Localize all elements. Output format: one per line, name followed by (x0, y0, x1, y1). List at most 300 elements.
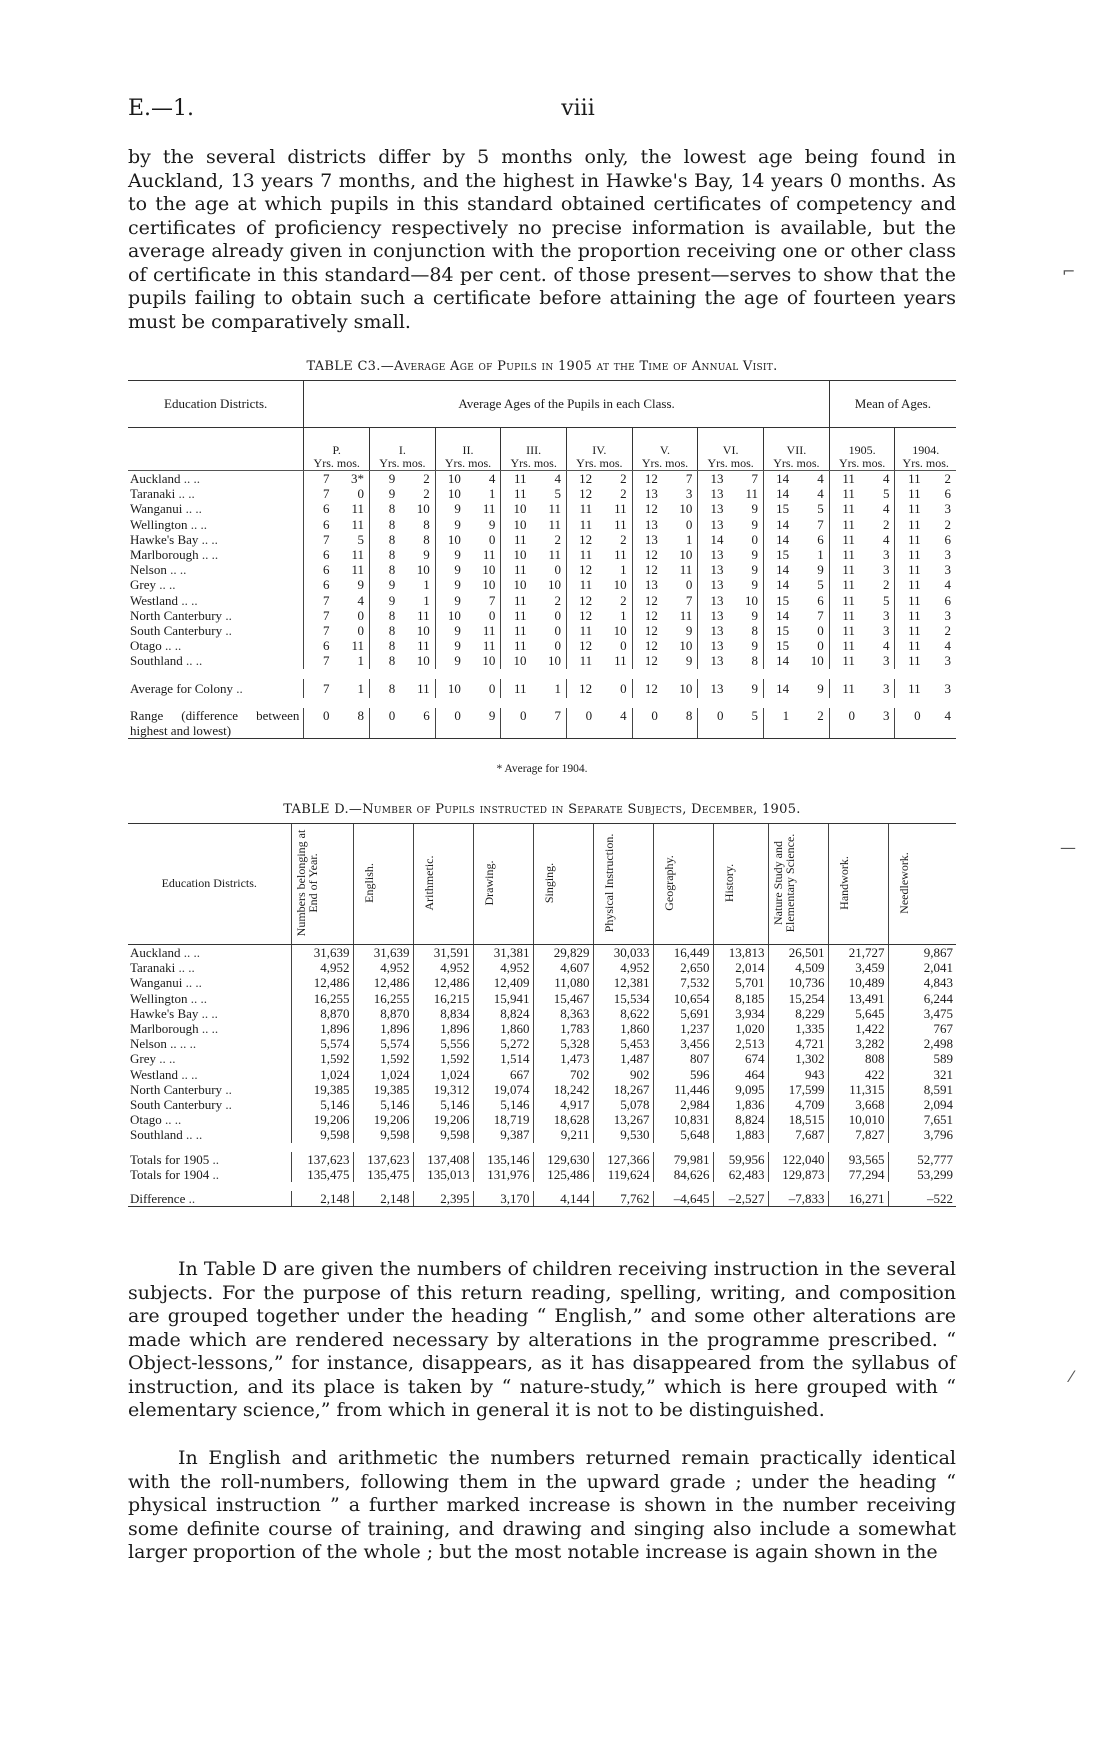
months-cell: 4 (882, 501, 890, 517)
years-cell: 13 (632, 532, 664, 547)
unit-label: Yrs. mos. (379, 456, 426, 470)
count-cell: 1,487 (593, 1051, 653, 1066)
count-cell: 9,598 (353, 1127, 413, 1142)
years-cell: 11 (501, 608, 533, 623)
class-label: II. (462, 443, 474, 457)
months-cell: 11 (482, 623, 496, 639)
count-cell: 767 (888, 1021, 956, 1036)
months-cell: 0 (488, 680, 496, 696)
years-cell: 12 (632, 623, 664, 638)
months-cell: 10 (416, 623, 430, 639)
count-cell: 19,385 (291, 1082, 353, 1097)
months-cell: 9 (751, 577, 758, 593)
margin-mark: ⌐ (1062, 262, 1076, 281)
leader-dots: .. .. (190, 990, 207, 1006)
district-name (128, 1006, 291, 1021)
count-cell: 3,459 (828, 960, 888, 975)
count-cell: 31,639 (353, 945, 413, 961)
count-cell: 131,976 (473, 1167, 533, 1182)
count-cell: 125,486 (533, 1167, 593, 1182)
leader-dots: .. (225, 623, 232, 639)
count-cell: 10,489 (828, 975, 888, 990)
count-cell: 4,952 (413, 960, 473, 975)
class-header (435, 428, 501, 471)
months-cell: 11 (614, 547, 627, 563)
district-label: Hawke's Bay (130, 1005, 199, 1021)
count-cell: 15,254 (768, 991, 828, 1006)
months-cell: 1 (488, 486, 496, 502)
district-label: Westland (130, 592, 179, 608)
count-cell: 7,651 (888, 1112, 956, 1127)
count-cell: 3,668 (828, 1097, 888, 1112)
months-cell: 5 (882, 592, 890, 608)
count-cell: 2,650 (653, 960, 713, 975)
years-cell: 12 (632, 638, 664, 653)
table-row (128, 1021, 956, 1036)
count-cell: 4,144 (533, 1191, 593, 1207)
months-cell: 9 (751, 547, 758, 563)
count-cell: 8,870 (353, 1006, 413, 1021)
district-name (128, 501, 304, 516)
count-cell: 1,024 (291, 1067, 353, 1082)
count-cell: 1,896 (291, 1021, 353, 1036)
subject-label: Physical Instruction. (601, 834, 616, 933)
district-label: Auckland (130, 471, 181, 486)
header-mean-of-ages: Mean of Ages. (829, 381, 956, 428)
count-cell: 17,599 (768, 1082, 828, 1097)
count-cell: 702 (533, 1067, 593, 1082)
years-cell: 1 (763, 708, 795, 739)
count-cell: 4,952 (593, 960, 653, 975)
count-cell: 1,896 (353, 1021, 413, 1036)
table-row (128, 562, 956, 577)
count-cell: 135,013 (413, 1167, 473, 1182)
months-cell: 8 (664, 708, 698, 739)
months-cell: 3 (882, 653, 890, 669)
years-cell: 12 (632, 679, 664, 698)
spacer-row (128, 669, 956, 679)
years-cell: 9 (435, 577, 467, 592)
count-cell: 1,783 (533, 1021, 593, 1036)
months-cell: 10 (679, 501, 693, 517)
leader-dots: .. .. (159, 577, 176, 593)
subject-label: Arithmetic. (421, 855, 436, 911)
count-cell: 4,843 (888, 975, 956, 990)
months-cell: 2 (423, 486, 430, 502)
district-name (128, 1021, 291, 1036)
subject-label: Singing. (541, 863, 556, 904)
spacer-row (128, 1143, 956, 1152)
count-cell: 1,592 (291, 1051, 353, 1066)
count-cell: 1,237 (653, 1021, 713, 1036)
count-cell: 5,574 (353, 1036, 413, 1051)
count-cell: 30,033 (593, 945, 653, 961)
months-cell: 6 (817, 531, 824, 547)
count-cell: 62,483 (713, 1167, 768, 1182)
months-cell: 3 (861, 708, 895, 739)
subject-label: Geography. (661, 855, 676, 912)
months-cell: 2 (554, 592, 561, 608)
months-cell: 9 (817, 680, 824, 696)
count-cell: 9,598 (291, 1127, 353, 1142)
count-cell: 674 (713, 1051, 768, 1066)
years-cell: 11 (501, 532, 533, 547)
count-cell: 2,014 (713, 960, 768, 975)
count-cell: 5,146 (291, 1097, 353, 1112)
years-cell: 12 (567, 608, 599, 623)
count-cell: 589 (888, 1051, 956, 1066)
table-row (128, 1051, 956, 1066)
years-cell: 9 (370, 471, 402, 487)
table-row (128, 471, 956, 487)
months-cell: 4 (817, 486, 824, 502)
months-cell: 4 (882, 531, 890, 547)
years-cell: 11 (895, 486, 927, 501)
years-cell: 11 (895, 608, 927, 623)
years-cell: 11 (895, 593, 927, 608)
district-label: Totals for 1905 (130, 1151, 210, 1167)
years-cell: 8 (370, 608, 402, 623)
count-cell: 4,952 (473, 960, 533, 975)
months-cell: 1 (357, 653, 365, 669)
years-cell: 8 (370, 562, 402, 577)
class-header (501, 428, 567, 471)
years-cell: 13 (698, 486, 730, 501)
count-cell: 8,363 (533, 1006, 593, 1021)
count-cell: 15,534 (593, 991, 653, 1006)
years-cell: 6 (304, 577, 336, 592)
table-row (128, 991, 956, 1006)
table-row (128, 1067, 956, 1082)
leader-dots: .. .. (201, 1005, 218, 1021)
months-cell: 7 (685, 471, 693, 486)
years-cell: 0 (304, 708, 336, 739)
years-cell: 13 (698, 679, 730, 698)
years-cell: 10 (501, 577, 533, 592)
count-cell: 12,381 (593, 975, 653, 990)
count-cell: 16,255 (291, 991, 353, 1006)
months-cell: 10 (679, 680, 693, 696)
unit-label: Yrs. mos. (510, 456, 557, 470)
leader-dots: .. .. (181, 592, 198, 608)
count-cell: 943 (768, 1067, 828, 1082)
years-cell: 11 (895, 562, 927, 577)
months-cell: 3* (351, 471, 365, 486)
years-cell: 13 (698, 547, 730, 562)
district-label: Southland (130, 1127, 183, 1143)
years-cell: 11 (895, 577, 927, 592)
table-d-title-prefix: TABLE D.— (283, 802, 363, 817)
report-reference: E.—1. (128, 96, 195, 121)
class-header-blank (128, 428, 304, 471)
months-cell: 3 (882, 547, 890, 563)
months-cell: 11 (417, 607, 430, 623)
district-label: Otago (130, 1112, 162, 1128)
months-cell: 9 (423, 547, 430, 563)
count-cell: 8,622 (593, 1006, 653, 1021)
count-cell: 3,282 (828, 1036, 888, 1051)
months-cell: 9 (488, 516, 496, 532)
subject-label: English. (361, 863, 376, 904)
months-cell: 10 (482, 562, 496, 578)
table-row (128, 1152, 956, 1167)
district-name (128, 1051, 291, 1066)
count-cell: 10,736 (768, 975, 828, 990)
leader-dots: .. .. (201, 1021, 219, 1037)
years-cell: 13 (698, 593, 730, 608)
years-cell: 12 (567, 593, 599, 608)
district-label: Nelson (130, 562, 167, 578)
count-cell: 19,385 (353, 1082, 413, 1097)
district-name (128, 471, 304, 487)
count-cell: 1,302 (768, 1051, 828, 1066)
months-cell: 0 (554, 638, 561, 654)
table-row (128, 517, 956, 532)
spacer (128, 1182, 956, 1191)
years-cell: 11 (501, 471, 533, 487)
years-cell: 9 (370, 577, 402, 592)
months-cell: 11 (679, 562, 693, 578)
months-cell: 11 (351, 547, 365, 563)
years-cell: 11 (829, 653, 861, 668)
table-d-title (128, 802, 956, 817)
months-cell: 9 (685, 653, 693, 669)
years-cell: 11 (567, 501, 599, 516)
district-name (128, 638, 304, 653)
count-cell: 1,883 (713, 1127, 768, 1142)
years-cell: 11 (501, 562, 533, 577)
count-cell: 7,827 (828, 1127, 888, 1142)
count-cell: 13,491 (828, 991, 888, 1006)
leader-dots: .. (225, 1097, 232, 1113)
years-cell: 14 (763, 471, 795, 487)
count-cell: 5,272 (473, 1036, 533, 1051)
years-cell: 13 (698, 501, 730, 516)
count-cell: 4,952 (291, 960, 353, 975)
years-cell: 15 (763, 638, 795, 653)
count-cell: 8,185 (713, 991, 768, 1006)
count-cell: 8,824 (473, 1006, 533, 1021)
count-cell: 31,381 (473, 945, 533, 961)
years-cell: 6 (304, 638, 336, 653)
months-cell: 7 (817, 607, 824, 623)
district-name (128, 486, 304, 501)
months-cell: 2 (620, 592, 627, 608)
table-row (128, 975, 956, 990)
class-label: I. (398, 443, 406, 457)
count-cell: 1,024 (353, 1067, 413, 1082)
count-cell: 7,532 (653, 975, 713, 990)
count-cell: 5,648 (653, 1127, 713, 1142)
count-cell: 11,080 (533, 975, 593, 990)
years-cell: 12 (567, 562, 599, 577)
months-cell: 9 (685, 623, 693, 639)
years-cell: 14 (763, 562, 795, 577)
months-cell: 10 (416, 653, 430, 669)
count-cell: 12,409 (473, 975, 533, 990)
leader-dots: .. .. (201, 547, 219, 563)
count-cell: 93,565 (828, 1152, 888, 1167)
years-cell: 15 (763, 593, 795, 608)
months-cell: 3 (944, 680, 951, 696)
months-cell: 10 (810, 653, 824, 669)
count-cell: 8,834 (413, 1006, 473, 1021)
count-cell: 84,626 (653, 1167, 713, 1182)
district-label: Marlborough (130, 1021, 199, 1037)
months-cell: 6 (401, 708, 435, 739)
count-cell: 4,509 (768, 960, 828, 975)
years-cell: 11 (895, 638, 927, 653)
count-cell: 667 (473, 1067, 533, 1082)
years-cell: 15 (763, 501, 795, 516)
subject-header (713, 824, 768, 945)
class-label: III. (526, 443, 542, 457)
months-cell: 0 (554, 623, 561, 639)
years-cell: 12 (567, 532, 599, 547)
count-cell: 2,148 (291, 1191, 353, 1207)
years-cell: 7 (304, 623, 336, 638)
years-cell: 9 (435, 653, 467, 668)
years-cell: 11 (567, 653, 599, 668)
years-cell: 9 (435, 623, 467, 638)
count-cell: 5,453 (593, 1036, 653, 1051)
months-cell: 11 (745, 486, 758, 502)
district-label: South Canterbury (130, 1097, 223, 1113)
months-cell: 10 (482, 653, 496, 669)
years-cell: 12 (632, 471, 664, 487)
years-cell: 13 (632, 577, 664, 592)
count-cell: 5,556 (413, 1036, 473, 1051)
table-c3-title-text: Average Age of Pupils in 1905 at the Time of Annual Visit. (394, 359, 778, 374)
district-label: Marlborough (130, 547, 199, 563)
months-cell: 1 (554, 680, 561, 696)
years-cell: 12 (632, 562, 664, 577)
months-cell: 1 (357, 680, 365, 696)
count-cell: 16,215 (413, 991, 473, 1006)
class-label: P. (332, 443, 341, 457)
count-cell: 12,486 (353, 975, 413, 990)
count-cell: 5,146 (473, 1097, 533, 1112)
district-label: North Canterbury (130, 1081, 223, 1097)
count-cell: 19,312 (413, 1082, 473, 1097)
count-cell: 5,645 (828, 1006, 888, 1021)
count-cell: 19,206 (353, 1112, 413, 1127)
table-c3-title-prefix: TABLE C3.— (306, 359, 394, 374)
count-cell: 18,628 (533, 1112, 593, 1127)
spacer-row (128, 698, 956, 708)
years-cell: 13 (698, 653, 730, 668)
years-cell: 6 (304, 547, 336, 562)
months-cell: 2 (554, 531, 561, 547)
count-cell: 53,299 (888, 1167, 956, 1182)
district-name (128, 1127, 291, 1142)
spacer (128, 698, 956, 708)
district-name (128, 623, 304, 638)
count-cell: 8,229 (768, 1006, 828, 1021)
years-cell: 11 (895, 679, 927, 698)
class-header (370, 428, 436, 471)
years-cell: 11 (567, 547, 599, 562)
district-name (128, 945, 291, 961)
district-label: Auckland (130, 945, 181, 960)
count-cell: 15,941 (473, 991, 533, 1006)
months-cell: 7 (685, 592, 693, 608)
count-cell: 1,592 (353, 1051, 413, 1066)
count-cell: 8,824 (713, 1112, 768, 1127)
table-row (128, 1036, 956, 1051)
count-cell: 8,591 (888, 1082, 956, 1097)
unit-label: Yrs. mos. (838, 456, 886, 470)
table-c3-title (128, 359, 956, 374)
months-cell: 2 (882, 516, 890, 532)
subject-header (593, 824, 653, 945)
months-cell: 11 (548, 516, 561, 532)
subject-label: Nature Study and Elementary Science. (770, 833, 797, 933)
years-cell: 7 (304, 653, 336, 668)
years-cell: 13 (698, 517, 730, 532)
leader-dots: .. (212, 1166, 219, 1182)
years-cell: 13 (698, 638, 730, 653)
years-cell: 11 (829, 608, 861, 623)
table-row (128, 547, 956, 562)
years-cell: 14 (698, 532, 730, 547)
district-name (128, 653, 304, 668)
district-name (128, 1097, 291, 1112)
count-cell: 77,294 (828, 1167, 888, 1182)
months-cell: 10 (679, 547, 693, 563)
count-cell: –2,527 (713, 1191, 768, 1207)
months-cell: 9 (751, 501, 758, 517)
table-row (128, 486, 956, 501)
years-cell: 15 (763, 623, 795, 638)
count-cell: 5,701 (713, 975, 768, 990)
months-cell: 11 (548, 501, 561, 517)
years-cell: 11 (829, 679, 861, 698)
years-cell: 11 (829, 638, 861, 653)
years-cell: 0 (829, 708, 861, 739)
months-cell: 10 (679, 638, 693, 654)
months-cell: 5 (882, 486, 890, 502)
count-cell: 18,515 (768, 1112, 828, 1127)
years-cell: 13 (698, 562, 730, 577)
count-cell: 16,255 (353, 991, 413, 1006)
years-cell: 11 (829, 562, 861, 577)
table-row (128, 1097, 956, 1112)
count-cell: 464 (713, 1067, 768, 1082)
table-row (128, 638, 956, 653)
count-cell: 10,010 (828, 1112, 888, 1127)
count-cell: –7,833 (768, 1191, 828, 1207)
years-cell: 0 (370, 708, 402, 739)
count-cell: 18,267 (593, 1082, 653, 1097)
months-cell: 11 (614, 653, 627, 669)
leader-dots: .. .. (165, 638, 182, 654)
class-header (829, 428, 895, 471)
count-cell: 9,867 (888, 945, 956, 961)
count-cell: 29,829 (533, 945, 593, 961)
count-cell: 21,727 (828, 945, 888, 961)
class-header (632, 428, 698, 471)
count-cell: 5,691 (653, 1006, 713, 1021)
district-label: Grey (130, 1051, 156, 1067)
district-label: Wanganui (130, 501, 183, 517)
district-label: Difference (130, 1191, 186, 1207)
years-cell: 8 (370, 532, 402, 547)
count-cell: 11,315 (828, 1082, 888, 1097)
count-cell: 5,574 (291, 1036, 353, 1051)
leader-dots: .. .. (170, 562, 187, 578)
years-cell: 9 (370, 486, 402, 501)
